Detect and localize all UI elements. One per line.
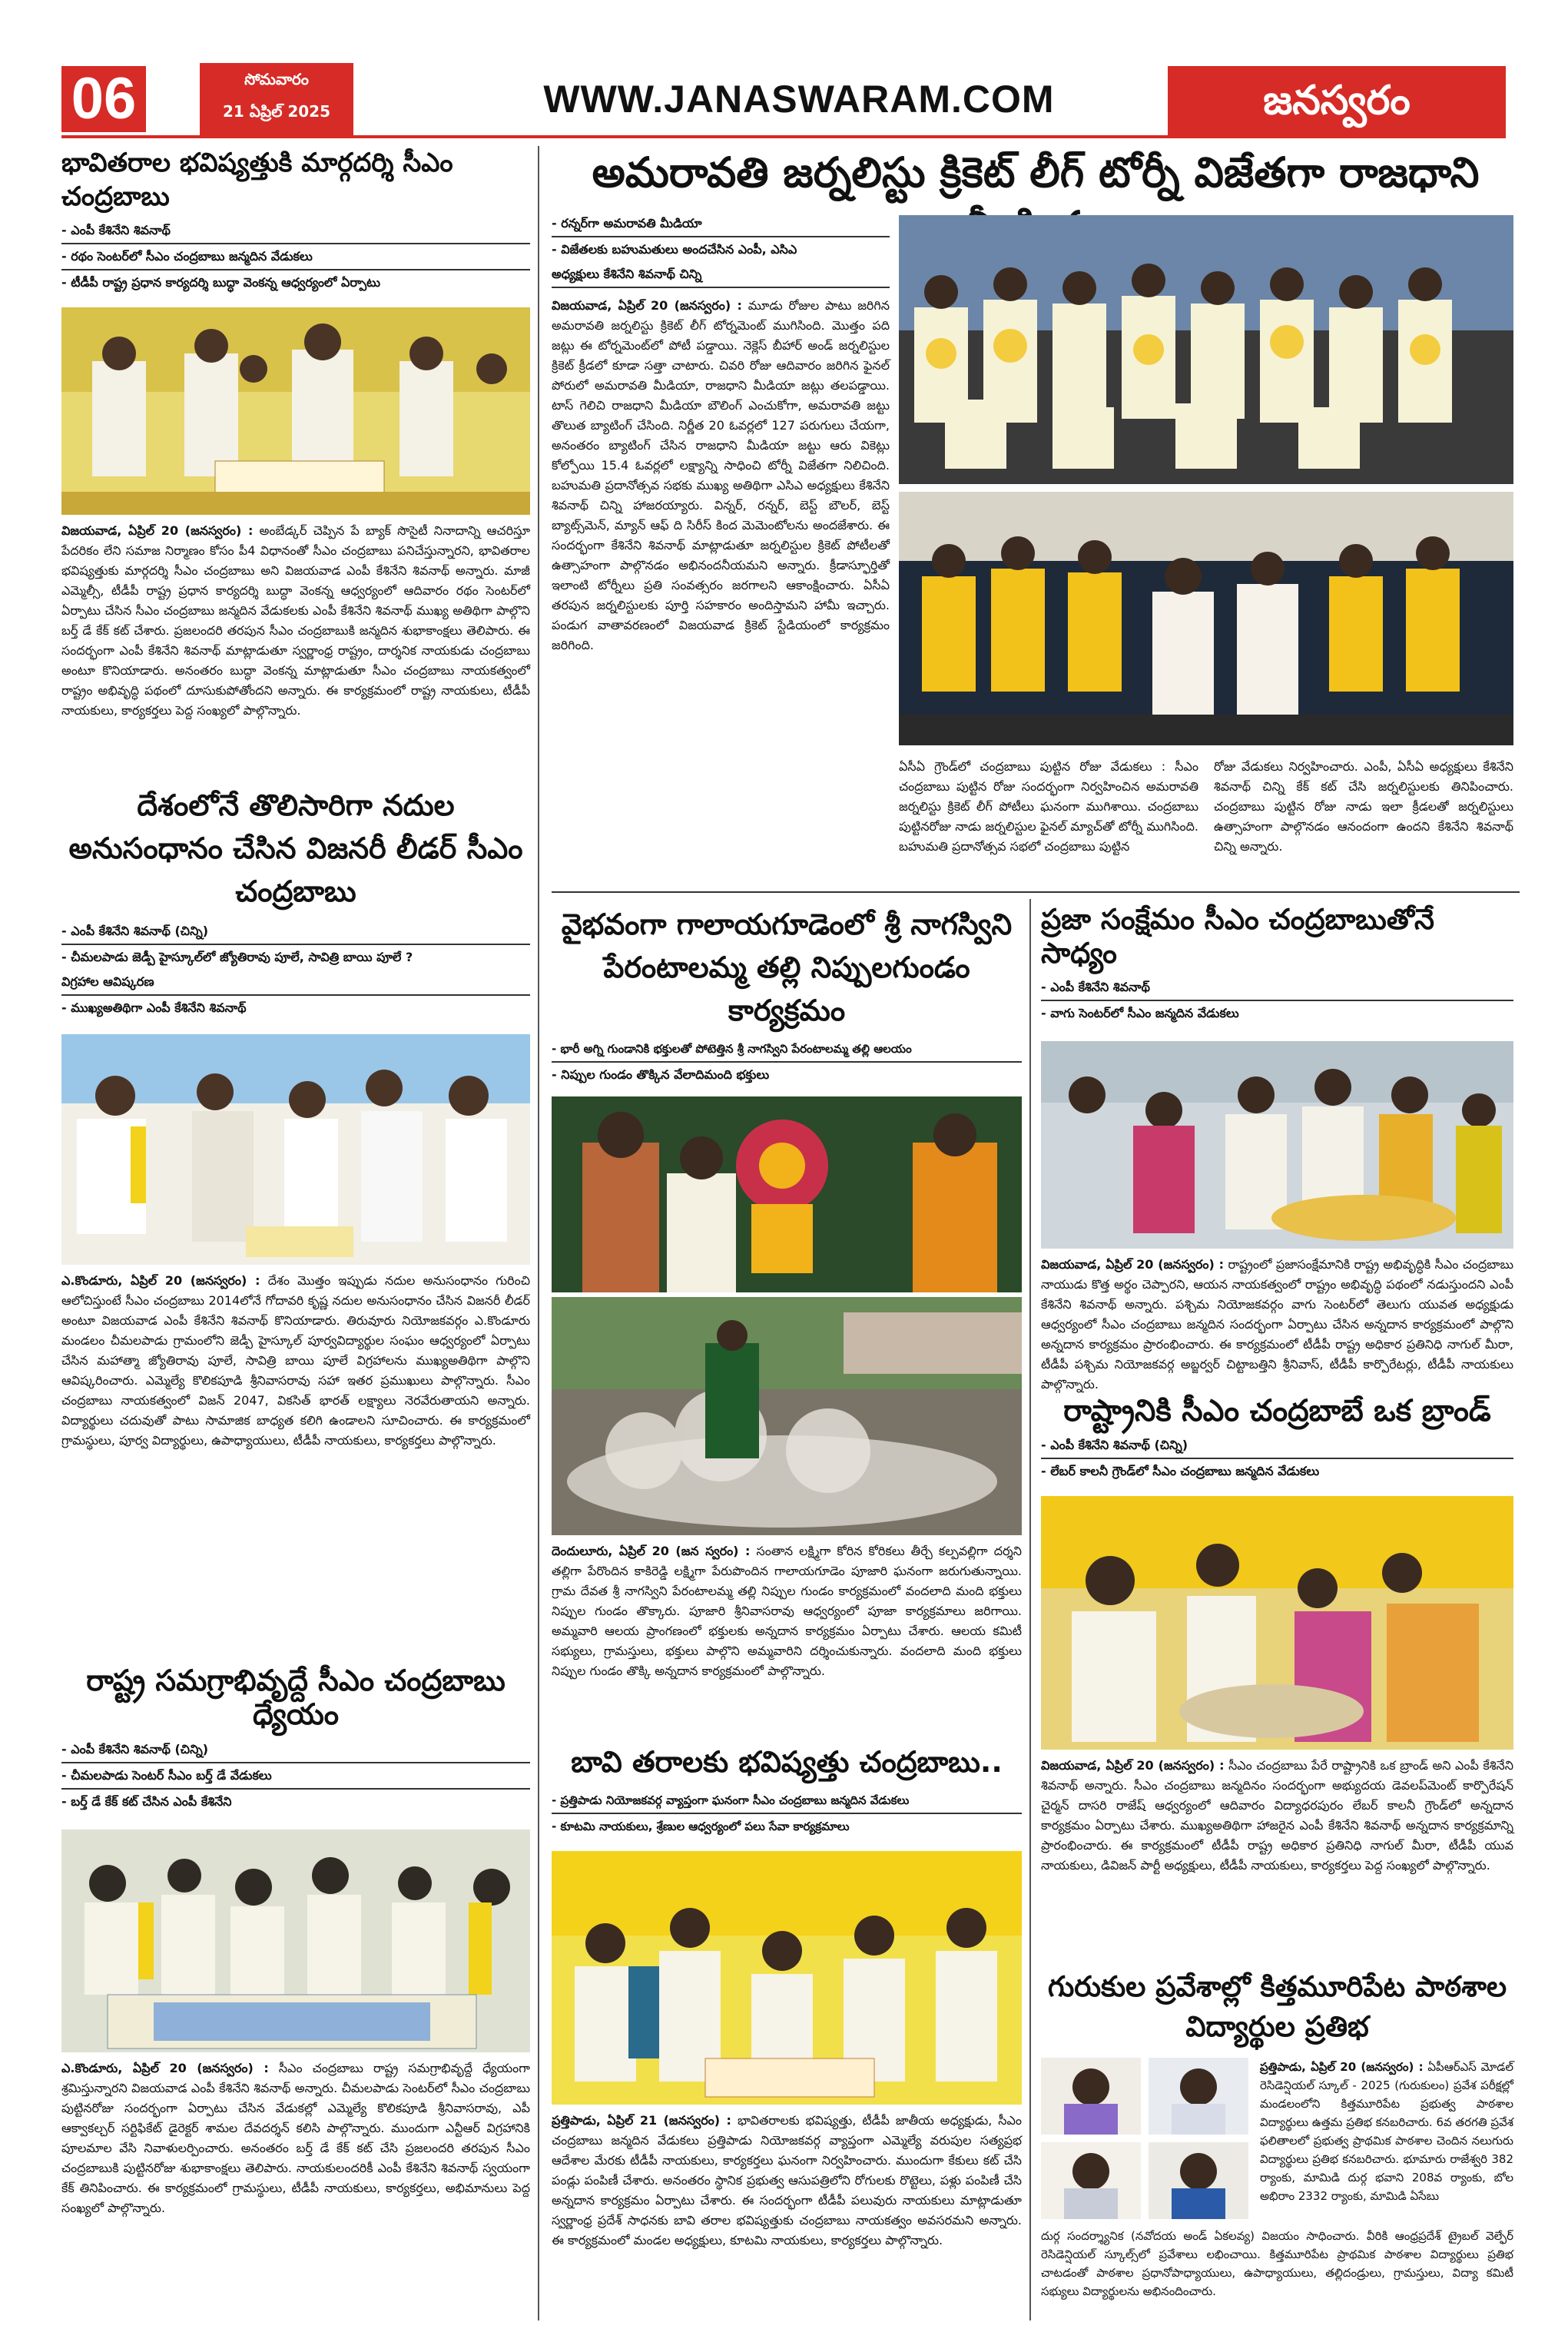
- subhead: - ఎంపీ కేశినేని శివనాథ్ (చిన్ని): [1041, 1438, 1188, 1452]
- subhead: - రథం సెంటర్‌లో సీఎం చంద్రబాబు జన్మదిన వేడుకలు: [61, 249, 313, 264]
- article-body-continued: దుర్గ సందర్శ్యానిక (నవోదయ అండ్ ఏకలవ్య) విజయం సాధించారు. వీరికి ఆంధ్రప్రదేశ్ ట్రైబల్ వెల్ఫేర్ రెసిడెన్షియల్ స్కూల్స్‌లో ప్రవేశాలు లభించాయి. కిత్తమూరిపేట ప్రాథమిక పాఠశాల విద్యార్థులు ప్రతిభ చాటడంతో పాఠశాల ప్రధానోపాధ్యాయులు, ఉపాధ్యాయులు, తల్లిదండ్రులు, గ్రామస్తులు, విద్యా కమిటీ సభ్యులు విద్యార్థులను అభినందించారు.: [1041, 2229, 1513, 2298]
- subhead: విగ్రహాల ఆవిష్కరణ: [61, 974, 154, 989]
- headline: రాష్ట్రానికి సీఎం చంద్రబాబే ఒక బ్రాండ్: [1063, 1394, 1491, 1428]
- subhead: - ముఖ్యఅతిథిగా ఎంపీ కేశినేని శివనాథ్: [61, 1000, 247, 1015]
- article-right-1: [1041, 903, 1513, 1395]
- masthead-weekday: సోమవారం: [244, 70, 309, 88]
- subhead: - ఎంపీ కేశినేని శివనాథ్: [61, 223, 171, 237]
- subhead: - ప్రత్తిపాడు నియోజకవర్గ వ్యాప్తంగా ఘనంగా సీఎం చంద్రబాబు జన్మదిన వేడుకలు: [552, 1793, 910, 1807]
- brand-logo: జనస్వరం: [1168, 66, 1506, 135]
- article-body: ఎ.కొండూరు, ఏప్రిల్ 20 (జనస్వరం) : సీఎం చంద్రబాబు రాష్ట్ర సమగ్రాభివృద్దే ధ్యేయంగా శ్రమిస్తున్నారని విజయవాడ ఎంపీ కేశినేని శివనాథ్ అన్నారు. చీమలపాడు సెంటర్‌లో సీఎం చంద్రబాబు పుట్టినరోజు సందర్భంగా ఏర్పాటు చేసిన వేడుకల్లో ఎమ్మెల్యే కొలికపూడి శ్రీనివాసరావు, ఎపీ ఆక్వాకల్చర్ సర్టిఫికేట్ డైరెక్టర్ శామల దేవదర్శన్ కలిసి పాల్గొన్నారు. ముందుగా ఎన్టీఆర్ విగ్రహానికి పూలమాల వేసి నివాళులర్పించారు. అనంతరం బర్త్ డే కేక్ కట్ చేసి ప్రజలందరి తరపున సీఎం చంద్రబాబుకి పుట్టినరోజు శుభాకాంక్షలు తెలిపారు. నాయకులందరికీ ఎంపీ కేశినేని శివనాథ్ స్వయంగా కేక్ తినిపించారు. ఈ కార్యక్రమంలో గ్రామస్థులు, టీడీపీ నాయకులు, కార్యకర్తలు, అభిమానులు పెద్ద సంఖ్యలో పాల్గొన్నారు.: [61, 2061, 531, 2215]
- column-divider: [538, 146, 539, 2320]
- student-photo: [1149, 2142, 1248, 2219]
- article-body: విజయవాడ, ఏప్రిల్ 20 (జనస్వరం) : సీఎం చంద్రబాబు పేరే రాష్ట్రానికి ఒక బ్రాండ్ అని ఎంపీ కేశినేని శివనాథ్ అన్నారు. సీఎం చంద్రబాబు జన్మదినం సందర్భంగా అభ్యుదయ డెవలప్‌మెంట్ కార్పొరేషన్ చైర్మన్ దాసరి రాజేష్ ఆధ్వర్యంలో ఆదివారం విద్యాధరపురం లేబర్ కాలనీ గ్రౌండ్‌లో అన్నదాన కార్యక్రమం ఏర్పాటు చేశారు. ముఖ్యఅతిథిగా హాజరైన ఎంపీ కేశినేని శివనాథ్ అన్నదాన కార్యక్రమాన్ని ప్రారంభించారు. ఈ కార్యక్రమంలో టీడీపీ రాష్ట్ర అధికార ప్రతినిధి నాగుల్ మీరా, టీడీపీ యువ నాయకులు, డివిజన్ పార్టీ అధ్యక్షులు, టీడీపీ నాయకులు, కార్యకర్తలు పెద్ద సంఖ్యలో పాల్గొన్నారు.: [1041, 1758, 1513, 1873]
- masthead-date-box: [200, 63, 353, 135]
- section-rule: [552, 891, 1520, 893]
- headline: భావితరాల భవిష్యత్తుకి మార్గదర్శి సీఎం చంద్రబాబు: [61, 148, 453, 212]
- article-bavi-tarala: [552, 1740, 1022, 2251]
- website-url[interactable]: WWW.JANASWARAM.COM: [543, 78, 1055, 121]
- page-number: 06: [61, 66, 146, 132]
- headline: గురుకుల ప్రవేశాల్లో కిత్తమూరిపేట పాఠశాల విద్యార్థుల ప్రతిభ: [1047, 1970, 1507, 2043]
- photo-temple-deity: [552, 1096, 1022, 1292]
- headline: రాష్ట్ర సమగ్రాభివృద్దే సీఎం చంద్రబాబు ధ్యేయం: [86, 1664, 506, 1731]
- article-right-2: [1041, 1395, 1513, 1876]
- headline: బావి తరాలకు భవిష్యత్తు చంద్రబాబు..: [571, 1745, 1003, 1779]
- subhead: - నిప్పుల గుండం తొక్కిన వేలాదిమంది భక్తులు: [552, 1067, 770, 1082]
- photo-statue-unveiling: [61, 1034, 530, 1265]
- article-left-2: [61, 784, 530, 1451]
- subhead: - ఎంపీ కేశినేని శివనాథ్ (చిన్ని): [61, 1742, 209, 1757]
- photo-cake-cutting: [61, 307, 530, 515]
- subhead: - ఎంపీ కేశినేని శివనాథ్: [1041, 980, 1150, 994]
- subhead: - టీడీపీ రాష్ట్ర ప్రధాన కార్యదర్శి బుద్ధా వెంకన్న ఆధ్వర్యంలో ఏర్పాటు: [61, 275, 381, 290]
- photo-cricket-team-1: [899, 215, 1513, 484]
- lead-headline: అమరావతి జర్నలిస్టు క్రికెట్ లీగ్ టోర్నీ విజేతగా రాజధాని: [592, 148, 1480, 197]
- article-left-1: [61, 146, 530, 721]
- photo-birthday-cake: [61, 1830, 530, 2052]
- photo-cricket-team-2: [899, 492, 1513, 745]
- article-body: దెందులూరు, ఏప్రిల్ 20 (జన స్వరం) : సంతాన లక్ష్మిగా కోరిన కోరికలు తీర్చే కల్పవల్లిగా దర్శని తల్లిగా పేరొందిన కాకిరెడ్డి లక్ష్మిగా పేరుపొందిన గాలాయగూడెం పూజారి ఘనంగా జరుగుతున్నాయి. గ్రామ దేవత శ్రీ నాగస్విని పేరంటాలమ్మ తల్లి నిప్పుల గుండం కార్యక్రమంలో వందలాది మంది భక్తులు నిప్పుల గుండం తొక్కారు. పూజారి శ్రీనివాసరావు ఆధ్వర్యంలో పూజా కార్యక్రమాలు జరిగాయి. అమ్మవారి ఆలయ ప్రాంగణంలో భక్తులకు అన్నదాన కార్యక్రమం ఏర్పాటు చేశారు. ఆలయ కమిటీ సభ్యులు, గ్రామస్తులు, భక్తులు పాల్గొని అమ్మవారిని దర్శించుకున్నారు. వందలాది మంది భక్తులు నిప్పుల గుండం తొక్కి అన్నదాన కార్యక్రమంలో పాల్గొన్నారు.: [552, 1544, 1022, 1678]
- article-temple: [552, 903, 1022, 1681]
- student-photo: [1149, 2058, 1248, 2135]
- photo-fire-walk: [552, 1297, 1022, 1535]
- article-body: విజయవాడ, ఏప్రిల్ 20 (జనస్వరం) : మూడు రోజుల పాటు జరిగిన అమరావతి జర్నలిస్టు క్రికెట్ లీగ్ టోర్నమెంట్ ముగిసింది. మొత్తం పది జట్లు ఈ టోర్నమెంట్‌లో పోటీ పడ్డాయి. నెక్లెస్ బీహార్ అండ్ జర్నలిస్టుల క్రికెట్ క్రీడలో కూడా సత్తా చాటారు. చివరి రోజు ఆదివారం జరిగిన ఫైనల్ పోరులో అమరావతి మీడియా, రాజధాని మీడియా జట్లు తలపడ్డాయి. టాస్ గెలిచి రాజధాని మీడియా బౌలింగ్ ఎంచుకోగా, అమరావతి జట్టు తొలుత బ్యాటింగ్ చేసింది. నిర్ణీత 20 ఓవర్లలో 127 పరుగులు చేయగా, అనంతరం బ్యాటింగ్ చేసిన రాజధాని మీడియా జట్టు ఆరు వికెట్లు కోల్పోయి 15.4 ఓవర్లలో లక్ష్యాన్ని సాధించి టోర్నీ విజేతగా నిలిచింది. బహుమతి ప్రదానోత్సవ సభకు ముఖ్య అతిథిగా ఎసిఎ అధ్యక్షులు కేశినేని శివనాథ్ చిన్ని హాజరయ్యారు. విన్నర్, రన్నర్, బెస్ట్ బౌలర్, బెస్ట్ బ్యాట్స్‌మెన్, మ్యాన్ ఆఫ్ ది సిరీస్ కింద మెమెంటోలను అందజేశారు. ఈ సందర్భంగా కేశినేని శివనాథ్ మాట్లాడుతూ జర్నలిస్టుల క్రికెట్ పోటీలతో ఉత్సాహంగా పాల్గొనడం అభినందనీయమని అన్నారు. క్రీడాస్ఫూర్తితో ఇలాంటి టోర్నీలు ప్రతి సంవత్సరం జరగాలని ఆకాంక్షించారు. ఏసీఏ తరపున జర్నలిస్టులకు పూర్తి సహకారం అందిస్తామని హామీ ఇచ్చారు. పండుగ వాతావరణంలో విజయవాడ క్రికెట్ స్టేడియంలో కార్యక్రమం జరిగింది.: [552, 298, 890, 652]
- subhead: - లేబర్ కాలనీ గ్రౌండ్‌లో సీఎం చంద్రబాబు జన్మదిన వేడుకలు: [1041, 1464, 1320, 1478]
- article-body: విజయవాడ, ఏప్రిల్ 20 (జనస్వరం) : రాష్ట్రంలో ప్రజాసంక్షేమానికి రాష్ట్ర అభివృద్ధికి సీఎం చంద్రబాబు నాయుడు కొత్త అర్థం చెప్పారని, ఆయన నాయకత్వంలో రాష్ట్రం అభివృద్ధి పథంలో నడుస్తుందని ఎంపీ కేశినేని శివనాథ్ అన్నారు. పశ్చిమ నియోజకవర్గం వాగు సెంటర్‌లో తెలుగు యువత అధ్యక్షుడు ఆధ్వర్యంలో సీఎం చంద్రబాబు జన్మదిన సందర్భంగా ఏర్పాటు చేసిన అన్నదాన కార్యక్రమంలో పాల్గొని అన్నదాన కార్యక్రమం ప్రారంభించారు. ఈ కార్యక్రమంలో టీడీపీ రాష్ట్ర అధికార ప్రతినిధి నాగుల్ మీరా, టీడీపీ పశ్చిమ నియోజకవర్గ అబ్జర్వర్ చిట్టాబత్తిని శ్రీనివాస్, టీడీపీ కార్పొరేటర్లు, టీడీపీ నాయకులు పాల్గొన్నారు.: [1041, 1257, 1513, 1392]
- student-photo: [1041, 2142, 1141, 2219]
- headline: ప్రజా సంక్షేమం సీఎం చంద్రబాబుతోనే సాధ్యం: [1041, 903, 1434, 970]
- article-cricket: [552, 211, 890, 655]
- photo-celebration: [552, 1851, 1022, 2105]
- headline: దేశంలోనే తొలిసారిగా నదుల అనుసంధానం చేసిన విజనరీ లీడర్ సీఎం చంద్రబాబు: [68, 788, 523, 908]
- headline: వైభవంగా గాలాయగూడెంలో శ్రీ నాగస్విని పేరంటాలమ్మ తల్లి నిప్పులగుండం కార్యక్రమం: [561, 907, 1013, 1027]
- article-right-3: [1041, 1967, 1513, 2301]
- article-body: ప్రత్తిపాడు, ఏప్రిల్ 20 (జనస్వరం) : ఏపీఆర్‌ఎస్ మోడల్ రెసిడెన్షియల్ స్కూల్ - 2025 (గురుకులం) ప్రవేశ పరీక్షల్లో మండలంలోని కిత్తమూరిపేట ప్రభుత్వ పాఠశాల విద్యార్థులు ఉత్తమ ప్రతిభ కనబరిచారు. 6వ తరగతి ప్రవేశ ఫలితాలలో ప్రభుత్వ ప్రాథమిక పాఠశాల చెందిన నలుగురు విద్యార్థులు ప్రతిభ కనబరిచారు. భూమారు రాజేశ్వరి 382 ర్యాంకు, మామిడి దుర్గ భవాని 208వ ర్యాంకు, బోల అభిరాం 2332 ర్యాంకు, మామిడి ఏసేబు: [1260, 2060, 1513, 2203]
- article-body: ప్రత్తిపాడు, ఏప్రిల్ 21 (జనస్వరం) : భావితరాలకు భవిష్యత్తు, టీడీపీ జాతీయ అధ్యక్షుడు, సీఎం చంద్రబాబు జన్మదిన వేడుకలు ప్రత్తిపాడు నియోజకవర్గ వ్యాప్తంగా ఎమ్మెల్యే వరుపుల సత్యప్రభ ఆదేశాల మేరకు టీడీపీ నాయకులు, కార్యకర్తలు ఘనంగా నిర్వహించారు. ముందుగా కేకులు కట్ చేసి పండ్లు పంపిణీ చేశారు. అనంతరం స్థానిక ప్రభుత్వ ఆసుపత్రిలోని రోగులకు రొట్టెలు, పళ్లు పంపిణీ చేసి అన్నదాన కార్యక్రమం ఏర్పాటు చేశారు. ఈ సందర్భంగా టీడీపీ పలువురు నాయకులు మాట్లాడుతూ స్వర్ణాంధ్ర ప్రదేశ్ సాధనకు బావి తరాల భవిష్యత్తుకు చంద్రబాబు నాయకత్వం అవసరమని అన్నారు. ఈ కార్యక్రమంలో మండల అధ్యక్షులు, కూటమి నాయకులు, కార్యకర్తలు పాల్గొన్నారు.: [552, 2113, 1023, 2248]
- subhead: - విజేతలకు బహుమతులు అందచేసిన ఎంపీ, ఎసిఎ: [552, 242, 797, 257]
- column-divider: [1029, 899, 1031, 2320]
- subhead: - కూటమి నాయకులు, శ్రేణుల ఆధ్వర్యంలో పలు సేవా కార్యక్రమాలు: [552, 1820, 850, 1833]
- photo-annadanam: [1041, 1496, 1513, 1750]
- subhead: - ఎంపీ కేశినేని శివనాథ్ (చిన్ని): [61, 924, 209, 938]
- subhead: అధ్యక్షులు కేశినేని శివనాథ్ చిన్ని: [552, 267, 702, 281]
- subhead: - భారీ అగ్ని గుండానికి భక్తులతో పోటెత్తిన శ్రీ నాగస్విని పేరంటాలమ్మ తల్లి ఆలయం: [552, 1042, 912, 1056]
- article-body: ఎ.కొండూరు, ఏప్రిల్ 20 (జనస్వరం) : దేశం మొత్తం ఇప్పుడు నదుల అనుసంధానం గురించి ఆలోచిస్తుంటే సీఎం చంద్రబాబు 2014లోనే గోదావరి కృష్ణ నదుల అనుసంధానం చేసిన విజనరీ లీడర్ అంటూ విజయవాడ ఎంపీ కేశినేని శివనాథ్ కొనియాడారు. తిరువూరు నియోజకవర్గం ఎ.కొండూరు మండలం చీమలపాడు గ్రామంలోని జెడ్పీ హైస్కూల్ పూర్వవిద్యార్థుల సంఘం ఆధ్వర్యంలో ఏర్పాటు చేసిన మహాత్మా జ్యోతిరావు పూలే, సావిత్రి బాయి పూలే విగ్రహాలను ముఖ్యఅతిథిగా పాల్గొని ఆవిష్కరించారు. ఎమ్మెల్యే కొలికపూడి శ్రీనివాసరావు సహా ఇతర ప్రముఖులు పాల్గొన్నారు. సీఎం చంద్రబాబు నాయకత్వంలో విజన్ 2047, వికసిత్ భారత్ లక్ష్యాలు నెరవేరుతాయని అన్నారు. విద్యార్థులు చదువుతో పాటు సామాజిక బాధ్యత కలిగి ఉండాలని సూచించారు. ఈ కార్యక్రమంలో గ్రామస్థులు, పూర్వ విద్యార్థులు, ఉపాధ్యాయులు, టీడీపీ నాయకులు, కార్యకర్తలు పాల్గొన్నారు.: [61, 1273, 530, 1448]
- cricket-continued-left: ఏసీఏ గ్రౌండ్‌లో చంద్రబాబు పుట్టిన రోజు వేడుకలు : సీఎం చంద్రబాబు పుట్టిన రోజు సందర్భంగా నిర్వహించిన అమరావతి జర్నలిస్టు క్రికెట్ లీగ్ పోటీలు ఘనంగా ముగిశాయి. చంద్రబాబు పుట్టినరోజు నాడు జర్నలిస్టుల ఫైనల్ మ్యాచ్‌తో టోర్నీ ముగిసింది. బహుమతి ప్రదానోత్సవ సభలో చంద్రబాబు పుట్టిన: [899, 759, 1198, 854]
- subhead: - వాగు సెంటర్‌లో సీఎం జన్మదిన వేడుకలు: [1041, 1006, 1239, 1020]
- article-body: విజయవాడ, ఏప్రిల్ 20 (జనస్వరం) : అంబేడ్కర్ చెప్పిన పే బ్యాక్ సొసైటీ నినాదాన్ని ఆచరిస్తూ పేదరికం లేని సమాజ నిర్మాణం కోసం పీ4 విధానంతో సీఎం చంద్రబాబు పనిచేస్తున్నారని, భావితరాల భవిష్యత్తుకు మార్గదర్శి సీఎం చంద్రబాబు అని విజయవాడ ఎంపీ కేశినేని శివనాథ్ అన్నారు. మాజీ ఎమ్మెల్సీ, టీడీపీ రాష్ట్ర ప్రధాన కార్యదర్శి బుద్ధా వెంకన్న ఆధ్వర్యంలో ఆదివారం రథం సెంటర్‌లో ఏర్పాటు చేసిన సీఎం చంద్రబాబు జన్మదిన వేడుకలకు ఎంపీ కేశినేని శివనాథ్ ముఖ్య అతిథిగా పాల్గొని బర్త్ డే కేక్ కట్ చేశారు. ప్రజలందరి తరపున సీఎం చంద్రబాబుకి జన్మదిన శుభాకాంక్షలు తెలిపారు. ఈ సందర్భంగా ఎంపీ కేశినేని శివనాథ్ మాట్లాడుతూ స్వర్ణాంధ్ర రాష్ట్రం, దార్శనిక నాయకుడు చంద్రబాబు అంటూ కొనియాడారు. అనంతరం బుద్ధా వెంకన్న మాట్లాడుతూ సీఎం చంద్రబాబు నాయకత్వంలో రాష్ట్రం అభివృద్ధి పథంలో దూసుకుపోతోందని అన్నారు. ఈ కార్యక్రమంలో రాష్ట్ర నాయకులు, టీడీపీ నాయకులు, కార్యకర్తలు పెద్ద సంఖ్యలో పాల్గొన్నారు.: [61, 523, 531, 718]
- subhead: - రన్నర్‌గా అమరావతి మీడియా: [552, 216, 702, 231]
- student-photo: [1041, 2058, 1141, 2135]
- subhead: - చీమలపాడు జెడ్పీ హైస్కూల్‌లో జ్యోతిరావు పూలే, సావిత్రి బాయి పూలే ?: [61, 950, 413, 964]
- article-left-3: [61, 1664, 530, 2218]
- masthead-rule: [61, 135, 1506, 138]
- subhead: - బర్త్ డే కేక్ కట్ చేసిన ఎంపీ కేశినేని: [61, 1794, 232, 1809]
- subhead: - చీమలపాడు సెంటర్ సీఎం బర్త్ డే వేడుకలు: [61, 1768, 272, 1783]
- masthead-date: 21 ఏప్రిల్ 2025: [222, 102, 331, 121]
- cricket-continued-right: రోజు వేడుకలు నిర్వహించారు. ఎంపీ, ఏసీఏ అధ్యక్షులు కేశినేని శివనాథ్ చిన్ని కేక్ కట్ చేసి జర్నలిస్టులకు తినిపించారు. చంద్రబాబు పుట్టిన రోజు నాడు ఇలా క్రీడలతో జర్నలిస్టులు ఉత్సాహంగా పాల్గొనడం ఆనందంగా ఉందని కేశినేని శివనాథ్ చిన్ని అన్నారు.: [1214, 759, 1513, 854]
- photo-food-distribution: [1041, 1041, 1513, 1249]
